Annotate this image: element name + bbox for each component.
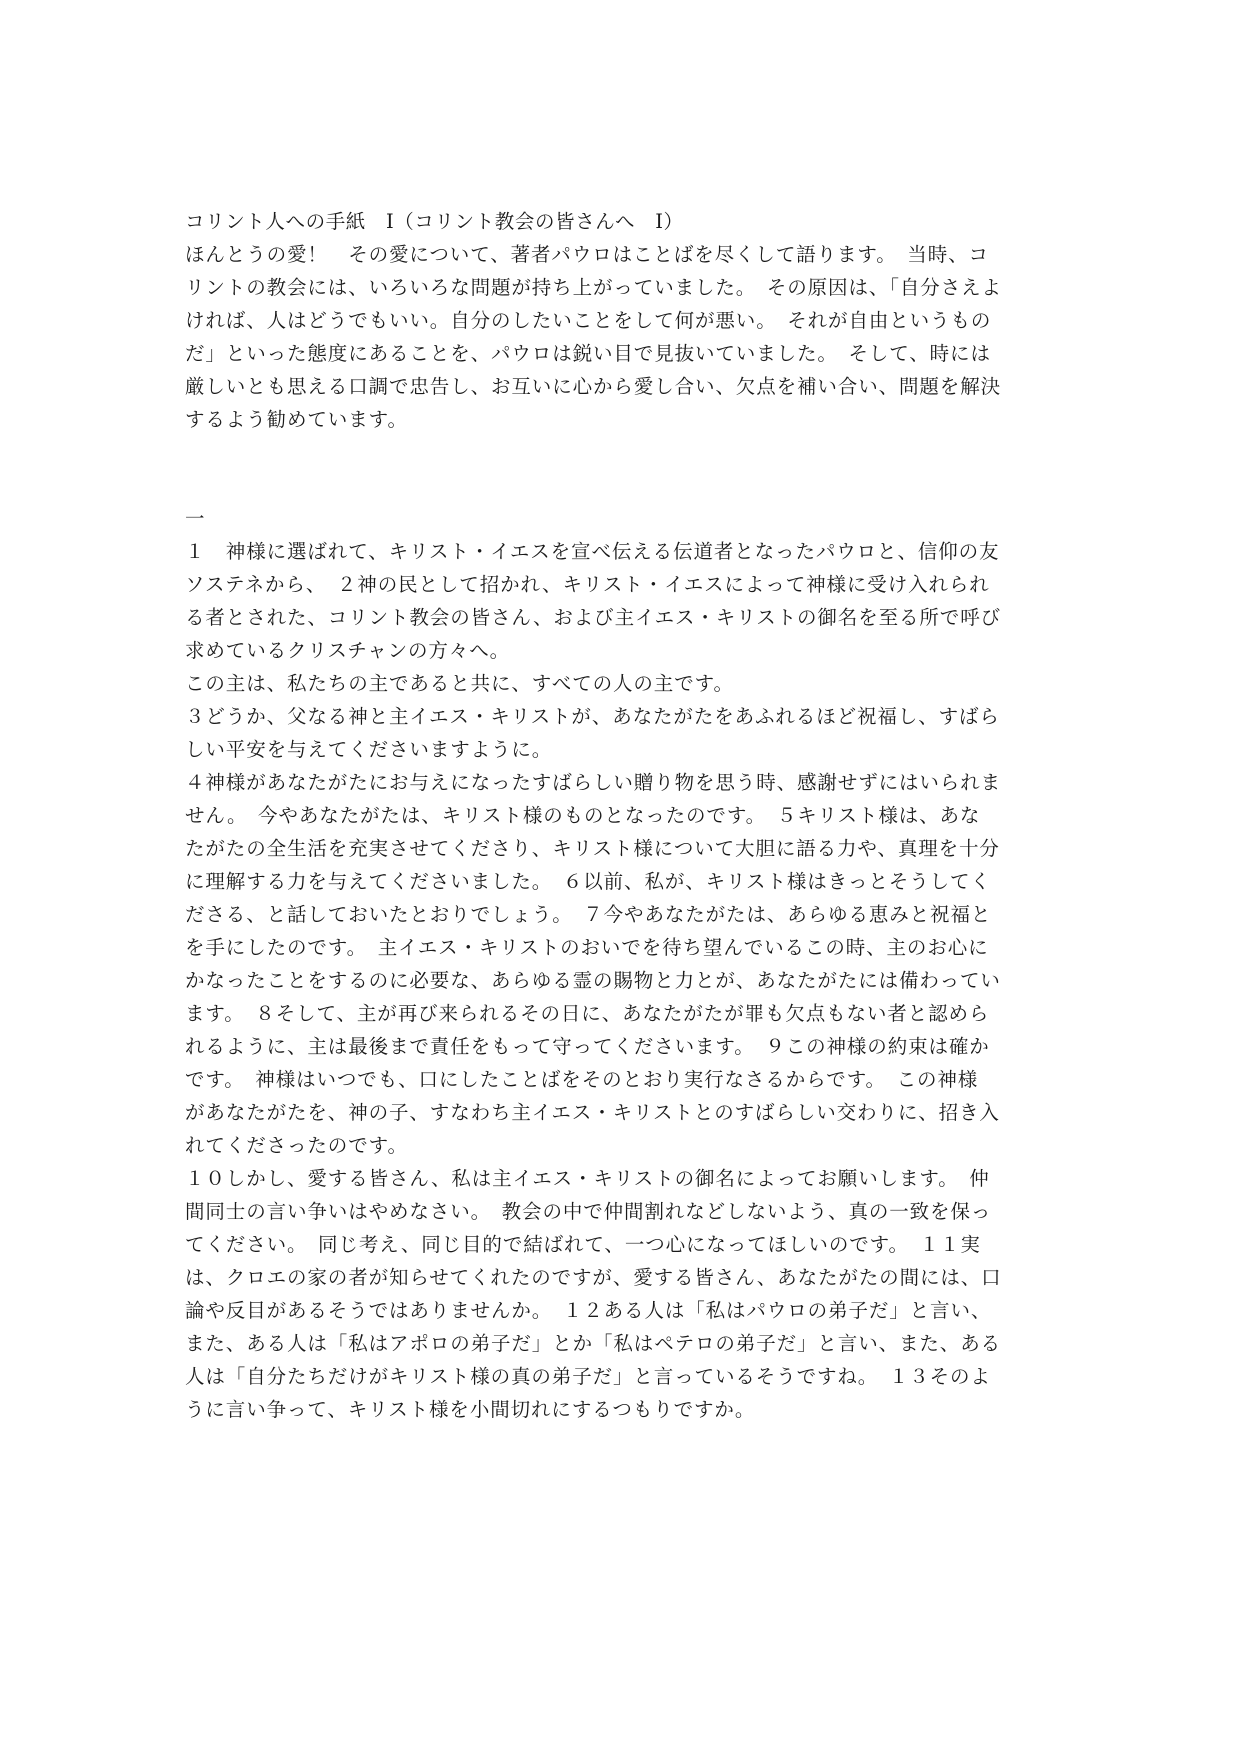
section-gap (185, 436, 1060, 502)
body-line: ３どうか、父なる神と主イエス・キリストが、あなたがたをあふれるほど祝福し、すばら (185, 705, 1000, 728)
body-line: 間同士の言い争いはやめなさい。 教会の中で仲間割れなどしないよう、真の一致を保っ (185, 1200, 992, 1223)
body-line: この主は、私たちの主であると共に、すべての人の主です。 (185, 672, 734, 695)
body-line: １ 神様に選ばれて、キリスト・イエスを宣べ伝える伝道者となったパウロと、信仰の友 (185, 540, 1000, 563)
body-line: しい平安を与えてくださいますように。 (185, 738, 553, 761)
intro-line: 厳しいとも思える口調で忠告し、お互いに心から愛し合い、欠点を補い合い、問題を解決 (185, 375, 1002, 398)
intro-line: だ」といった態度にあることを、パウロは鋭い目で見抜いていました。 そして、時には (185, 342, 991, 365)
body-line: ソステネから、 ２神の民として招かれ、キリスト・イエスによって神様に受け入れられ (185, 573, 990, 596)
document-page (185, 205, 1060, 1426)
intro-line: ほんとうの愛！ その愛について、著者パウロはことばを尽くして語ります。 当時、コ (185, 243, 989, 266)
body-line: ４神様があなたがたにお与えになったすばらしい贈り物を思う時、感謝せずにはいられま (185, 771, 1002, 794)
body-line: る者とされた、コリント教会の皆さん、および主イエス・キリストの御名を至る所で呼び (185, 606, 1002, 629)
body-line: てください。 同じ考え、同じ目的で結ばれて、一つ心になってほしいのです。 １１実 (185, 1233, 981, 1256)
document-title: コリント人への手紙 Ⅰ（コリント教会の皆さんへ Ⅰ） (185, 210, 684, 233)
body-line: 人は「自分たちだけがキリスト様の真の弟子だ」と言っているそうですね。 １３そのよ (185, 1365, 991, 1388)
body-line: です。 神様はいつでも、口にしたことばをそのとおり実行なさるからです。 この神様 (185, 1068, 979, 1091)
body-line: １０しかし、愛する皆さん、私は主イエス・キリストの御名によってお願いします。 仲 (185, 1167, 990, 1190)
body-line: ださる、と話しておいたとおりでしょう。 ７今やあなたがたは、あらゆる恵みと祝福と (185, 903, 992, 926)
intro-paragraph (185, 238, 1060, 436)
body-line: また、ある人は「私はアポロの弟子だ」とか「私はペテロの弟子だ」と言い、また、ある (185, 1332, 1002, 1355)
body-line: たがたの全生活を充実させてくださり、キリスト様について大胆に語る力や、真理を十分 (185, 837, 1000, 860)
body-line: 求めているクリスチャンの方々へ。 (185, 639, 511, 662)
body-line: があなたがたを、神の子、すなわち主イエス・キリストとのすばらしい交わりに、招き入 (185, 1101, 1000, 1124)
intro-line: するよう勧めています。 (185, 408, 408, 431)
intro-line: ければ、人はどうでもいい。自分のしたいことをして何が悪い。 それが自由というもの (185, 309, 992, 332)
chapter-body (185, 535, 1060, 1426)
chapter-mark: 一 (185, 507, 205, 530)
body-line: うに言い争って、キリスト様を小間切れにするつもりですか。 (185, 1398, 756, 1421)
body-line: を手にしたのです。 主イエス・キリストのおいでを待ち望んでいるこの時、主のお心に (185, 936, 989, 959)
body-line: ます。 ８そして、主が再び来られるその日に、あなたがたが罪も欠点もない者と認めら (185, 1002, 990, 1025)
body-line: せん。 今やあなたがたは、キリスト様のものとなったのです。 ５キリスト様は、あな (185, 804, 981, 827)
body-line: れてくださったのです。 (185, 1134, 408, 1157)
intro-line: リントの教会には、いろいろな問題が持ち上がっていました。 その原因は、「自分さえよ (185, 276, 1002, 299)
body-line: れるように、主は最後まで責任をもって守ってくださいます。 ９この神様の約束は確か (185, 1035, 990, 1058)
body-line: に理解する力を与えてくださいました。 ６以前、私が、キリスト様はきっとそうしてく (185, 870, 991, 893)
body-line: 論や反目があるそうではありませんか。 １２ある人は「私はパウロの弟子だ」と言い、 (185, 1299, 992, 1322)
body-line: かなったことをするのに必要な、あらゆる霊の賜物と力とが、あなたがたには備わってい (185, 969, 1001, 992)
body-line: は、クロエの家の者が知らせてくれたのですが、愛する皆さん、あなたがたの間には、口 (185, 1266, 1002, 1289)
